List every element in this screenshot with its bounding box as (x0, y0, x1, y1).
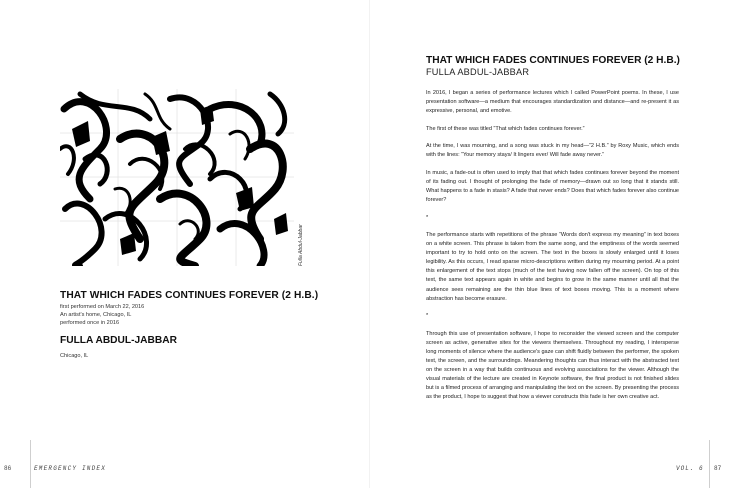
meta-line-date: first performed on March 22, 2016 (60, 304, 145, 310)
paragraph: In 2016, I began a series of performance lectures which I called PowerPoint poems. In these, I use presentation software—a medium that encourages standardization and distance—and re-present it as expressive, personal, and emotive. (426, 90, 679, 115)
entry-title: THAT WHICH FADES CONTINUES FOREVER (2 H.B.) (60, 290, 319, 301)
artist-name: FULLA ABDUL-JABBAR (60, 335, 177, 346)
page-number-right: 87 (714, 465, 722, 472)
paragraph: The performance starts with repetitions of the phrase “Words don't express my meaning” in text boxes on a white screen. This phrase is taken from the same song, and the emptiness of the words seemed important to try to hold onto on the screen. The text in the boxes is slowly enlarged until it loses legibility. As this occurs, I read sparse micro-descriptions written during my mourning period. At a point this enlargement of the text stops (much of the text having now fallen off the screen). On top of this text, the same text appears again in white and begins to grow in the same manner until all that the audience sees remaining are the thin blue lines of text boxes moving. This is a moment where abstraction has become erasure. (426, 231, 679, 302)
section-break: * (426, 313, 429, 320)
paragraph: In music, a fade-out is often used to imply that that which fades continues forever beyond the moment of its fading out. I thought of prolonging the fade of memory—drawn out so long that it stands still. What happens to a fade in stasis? A fade that never ends? Does that which fades forever also continue forever? (426, 169, 679, 204)
essay-artist: FULLA ABDUL-JABBAR (426, 67, 530, 77)
essay-body (426, 89, 679, 411)
paragraph: The first of these was titled “That which fades continues forever.” (426, 125, 585, 132)
footer-divider-right (709, 440, 710, 488)
paragraph: At the time, I was mourning, and a song was stuck in my head—“2 H.B.” by Roxy Music, which ends with the lines: “Your memory stays/ It lingers ever/ Will fade away never.” (426, 143, 679, 159)
running-head-left: EMERGENCY INDEX (34, 465, 107, 472)
footer-divider-left (30, 440, 31, 488)
artwork-credit: Fulla Abdul-Jabbar (298, 224, 304, 266)
page-number-left: 86 (4, 465, 12, 472)
section-break: * (426, 214, 429, 221)
left-page (0, 0, 369, 488)
meta-line-count: performed once in 2016 (60, 320, 120, 327)
right-page (370, 0, 739, 488)
artwork-image (60, 89, 294, 266)
abstract-text-image (60, 89, 294, 266)
performance-meta (60, 303, 144, 328)
artist-location: Chicago, IL (60, 353, 89, 359)
running-head-right: VOL. 6 (676, 465, 704, 472)
essay-title: THAT WHICH FADES CONTINUES FOREVER (2 H.B.) (426, 55, 680, 66)
meta-line-venue: An artist's home, Chicago, IL (60, 312, 132, 319)
paragraph: Through this use of presentation software, I hope to reconsider the viewed screen and the computer screen as active, generative sites for the viewers themselves. Throughout my reading, I intersperse long moments of silence where the audience's gaze can shift fluidly between the performer, the spoken text, the screen, and the surroundings. Meandering thoughts can thus interact with the abstracted text on the screen in a way that builds continuous and evolving associations for the viewer. Although the visual materials of the lecture are created in Keynote software, the final product is not finished slides but is a filmed process of arranging and manipulating the text on the screen. By presenting the process as the product, I hope to suggest that how a viewer constructs this fade is her own creative act. (426, 330, 679, 401)
